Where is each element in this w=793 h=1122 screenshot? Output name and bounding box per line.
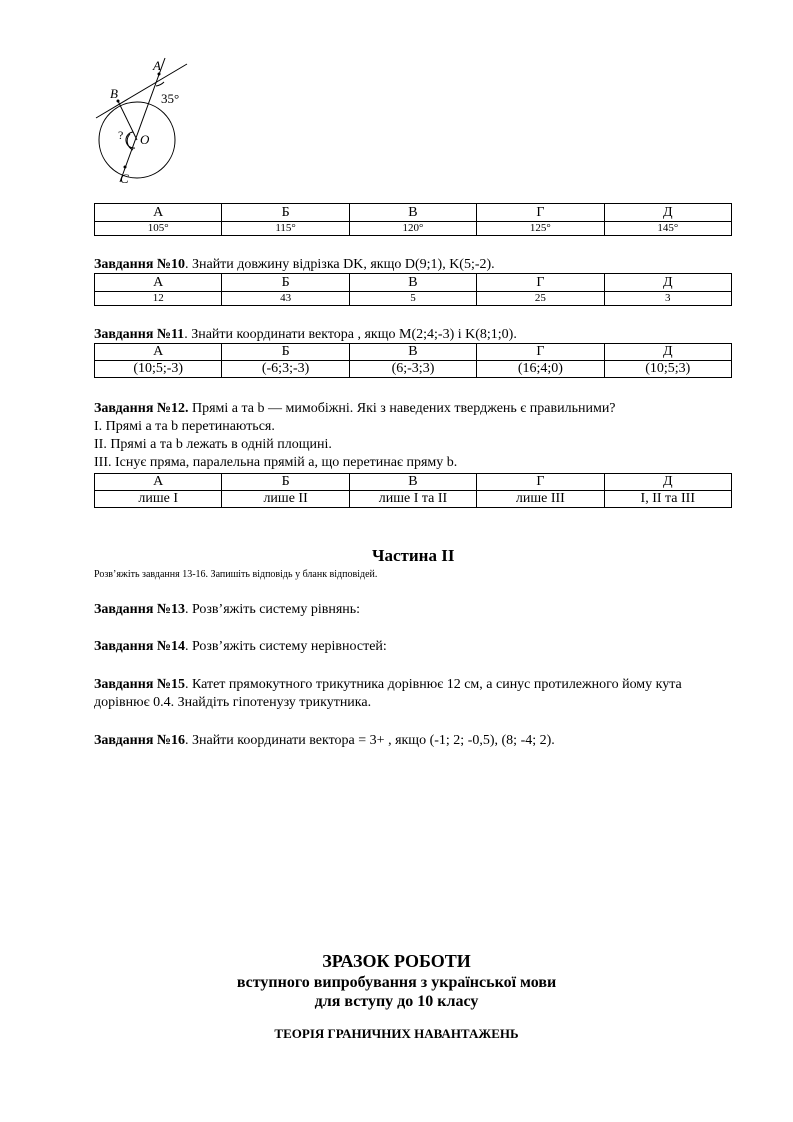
task-10-text: . Знайти довжину відрізка DK, якщо D(9;1), K(5;-2). xyxy=(184,257,495,272)
option-header: Д xyxy=(604,204,731,222)
task-15-text: . Катет прямокутного трикутника дорівнює 12 см, а синус протилежного йому кута дорівнює 0.4. Знайдіть гіпотенузу трикутника. xyxy=(94,677,682,710)
option-value: (6;-3;3) xyxy=(349,361,476,378)
task-13-title: Завдання №13 xyxy=(94,602,185,617)
task-15 xyxy=(94,676,739,712)
statement-3: ІІІ. Існує пряма, паралельна прямій a, що перетинає пряму b. xyxy=(94,455,458,470)
label-angle: 35° xyxy=(161,91,180,106)
option-header: В xyxy=(349,204,476,222)
task-12 xyxy=(94,400,744,418)
option-header: Д xyxy=(604,474,731,491)
option-header: В xyxy=(349,474,476,491)
option-header: В xyxy=(349,344,476,361)
option-header: Д xyxy=(604,344,731,361)
option-value: 43 xyxy=(222,292,349,306)
label-o: O xyxy=(140,132,150,147)
option-value: 145° xyxy=(604,222,731,236)
option-header: Б xyxy=(222,474,349,491)
option-value: лише ІІІ xyxy=(477,491,604,508)
option-value: 125° xyxy=(477,222,604,236)
option-header: Г xyxy=(477,474,604,491)
task-13-text: . Розв’яжіть систему рівнянь: xyxy=(184,602,361,617)
task-14-text: . Розв’яжіть систему нерівностей: xyxy=(184,639,387,654)
option-value: 120° xyxy=(349,222,476,236)
option-header: Г xyxy=(477,204,604,222)
option-value: (10;5;3) xyxy=(604,361,731,378)
answer-table-9 xyxy=(94,203,732,236)
label-c: C xyxy=(120,171,129,186)
option-header: Б xyxy=(222,274,349,292)
option-header: А xyxy=(95,204,222,222)
label-a: A xyxy=(153,58,161,73)
option-header: Б xyxy=(222,344,349,361)
task-10 xyxy=(94,256,744,274)
geometry-figure xyxy=(90,52,200,187)
option-value: 105° xyxy=(95,222,222,236)
answer-table-12 xyxy=(94,473,732,508)
task-11-text: . Знайти координати вектора , якщо M(2;4;-3) і K(8;1;0). xyxy=(184,327,517,342)
task-11 xyxy=(94,326,744,344)
angle-arc-35 xyxy=(156,82,164,86)
option-value: лише І та ІІ xyxy=(349,491,476,508)
footer-line-2: для вступу до 10 класу xyxy=(314,993,479,1010)
option-value: (10;5;-3) xyxy=(95,361,222,378)
task-16-text: . Знайти координати вектора = 3+ , якщо (-1; 2; -0,5), (8; -4; 2). xyxy=(184,733,555,748)
task-16-title: Завдання №16 xyxy=(94,733,185,748)
option-header: А xyxy=(95,274,222,292)
part-2-title: Частина ІІ xyxy=(372,546,455,565)
label-unknown: ? xyxy=(118,128,124,142)
point-c xyxy=(124,166,127,169)
option-value: (-6;3;-3) xyxy=(222,361,349,378)
footer-title: ЗРАЗОК РОБОТИ xyxy=(322,951,471,971)
task-12-text: Прямі a та b — мимобіжні. Які з наведених тверджень є правильними? xyxy=(188,401,616,416)
task-16 xyxy=(94,732,744,750)
option-header: А xyxy=(95,474,222,491)
option-header: Г xyxy=(477,274,604,292)
option-value: (16;4;0) xyxy=(477,361,604,378)
footer-line-3: ТЕОРІЯ ГРАНИЧНИХ НАВАНТАЖЕНЬ xyxy=(274,1026,519,1041)
option-value: 25 xyxy=(477,292,604,306)
task-13 xyxy=(94,601,744,619)
part-2-subtitle: Розв’яжіть завдання 13-16. Запишіть відповідь у бланк відповідей. xyxy=(94,569,378,580)
option-value: лише ІІ xyxy=(222,491,349,508)
footer-line-1: вступного випробування з української мови xyxy=(236,974,557,991)
task-12-title: Завдання №12. xyxy=(94,401,189,416)
option-header: Д xyxy=(604,274,731,292)
statement-1: І. Прямі a та b перетинаються. xyxy=(94,419,275,434)
option-value: 115° xyxy=(222,222,349,236)
task-15-title: Завдання №15 xyxy=(94,677,185,692)
option-value: лише І xyxy=(95,491,222,508)
label-b: B xyxy=(110,86,118,101)
option-value: 12 xyxy=(95,292,222,306)
task-14 xyxy=(94,638,744,656)
answer-table-11 xyxy=(94,343,732,378)
option-value: І, ІІ та ІІІ xyxy=(604,491,731,508)
task-14-title: Завдання №14 xyxy=(94,639,185,654)
option-header: А xyxy=(95,344,222,361)
answer-table-10 xyxy=(94,273,732,306)
task-11-title: Завдання №11 xyxy=(94,327,185,342)
task-10-title: Завдання №10 xyxy=(94,257,185,272)
option-header: Г xyxy=(477,344,604,361)
option-header: Б xyxy=(222,204,349,222)
option-value: 5 xyxy=(349,292,476,306)
option-header: В xyxy=(349,274,476,292)
statement-2: ІІ. Прямі a та b лежать в одній площині. xyxy=(94,437,332,452)
option-value: 3 xyxy=(604,292,731,306)
